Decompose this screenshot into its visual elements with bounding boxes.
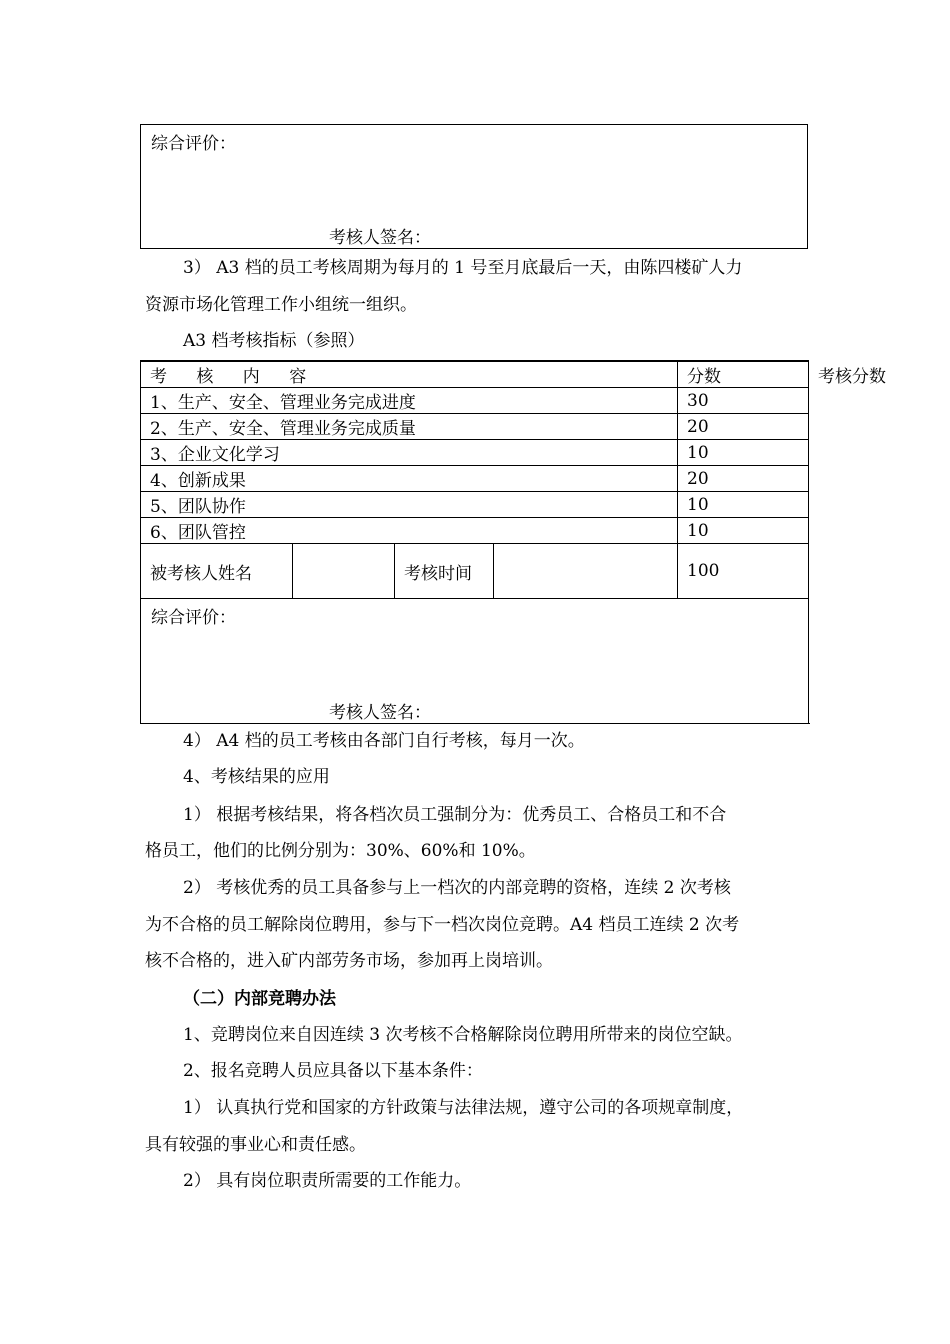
table-row <box>141 466 809 492</box>
paragraph-r2-line1: 2） 考核优秀的员工具备参与上一档次的内部竞聘的资格，连续 2 次考核 <box>183 878 731 898</box>
exam-time-value <box>494 544 678 599</box>
table-row <box>141 414 809 440</box>
row-score: 30 <box>678 388 809 414</box>
row-content: 2、生产、安全、管理业务完成质量 <box>141 414 678 440</box>
heading-results-application: 4、考核结果的应用 <box>183 767 330 787</box>
table-caption: A3 档考核指标（参照） <box>183 331 365 351</box>
signature-label: 考核人签名： <box>329 228 431 248</box>
paragraph-r1-line2: 格员工，他们的比例分别为：30%、60%和 10%。 <box>145 841 536 861</box>
paragraph-c2-1-line1: 1） 认真执行党和国家的方针政策与法律法规，遵守公司的各项规章制度， <box>183 1098 744 1118</box>
exam-time-label: 考核时间 <box>395 544 494 599</box>
paragraph-r1-line1: 1） 根据考核结果，将各档次员工强制分为：优秀员工、合格员工和不合 <box>183 805 727 825</box>
table-row <box>141 440 809 466</box>
row-content: 4、创新成果 <box>141 466 678 492</box>
table-header-row: 考 核 内 容 分数 考核分数 <box>141 361 809 388</box>
table-row <box>141 518 809 544</box>
paragraph-a4: 4） A4 档的员工考核由各部门自行考核，每月一次。 <box>183 731 585 751</box>
paragraph-c2: 2、报名竞聘人员应具备以下基本条件： <box>183 1061 483 1081</box>
examinee-name-label: 被考核人姓名 <box>141 544 293 599</box>
paragraph-r2-line2: 为不合格的员工解除岗位聘用，参与下一档次岗位竞聘。A4 档员工连续 2 次考 <box>145 915 740 935</box>
row-score: 10 <box>678 440 809 466</box>
table-evaluation-row <box>141 599 809 724</box>
evaluation-label: 综合评价： <box>151 608 236 628</box>
examinee-name-value <box>293 544 395 599</box>
row-content: 1、生产、安全、管理业务完成进度 <box>141 388 678 414</box>
header-content: 考 核 内 容 <box>141 361 678 388</box>
table-row <box>141 492 809 518</box>
top-evaluation-box <box>140 124 808 249</box>
paragraph-c2-1-line2: 具有较强的事业心和责任感。 <box>145 1135 366 1155</box>
evaluation-label: 综合评价： <box>151 134 236 154</box>
row-score: 10 <box>678 492 809 518</box>
paragraph-r2-line3: 核不合格的，进入矿内部劳务市场，参加再上岗培训。 <box>145 951 553 971</box>
total-score: 100 <box>678 544 809 599</box>
row-content: 3、企业文化学习 <box>141 440 678 466</box>
header-score: 分数 <box>678 361 809 388</box>
paragraph-c1: 1、竞聘岗位来自因连续 3 次考核不合格解除岗位聘用所带来的岗位空缺。 <box>183 1025 743 1045</box>
paragraph-a3-cycle-line2: 资源市场化管理工作小组统一组织。 <box>145 295 417 315</box>
table-row <box>141 388 809 414</box>
section-heading-internal-competition: （二）内部竞聘办法 <box>183 989 336 1009</box>
paragraph-a3-cycle-line1: 3） A3 档的员工考核周期为每月的 1 号至月底最后一天，由陈四楼矿人力 <box>183 258 743 278</box>
row-content: 6、团队管控 <box>141 518 678 544</box>
row-score: 20 <box>678 414 809 440</box>
row-content: 5、团队协作 <box>141 492 678 518</box>
row-score: 10 <box>678 518 809 544</box>
table-footer-row <box>141 544 809 599</box>
table-evaluation-cell <box>141 599 809 724</box>
row-score: 20 <box>678 466 809 492</box>
paragraph-c2-2: 2） 具有岗位职责所需要的工作能力。 <box>183 1171 472 1191</box>
signature-label: 考核人签名： <box>329 703 431 723</box>
a3-indicator-table <box>140 360 887 724</box>
